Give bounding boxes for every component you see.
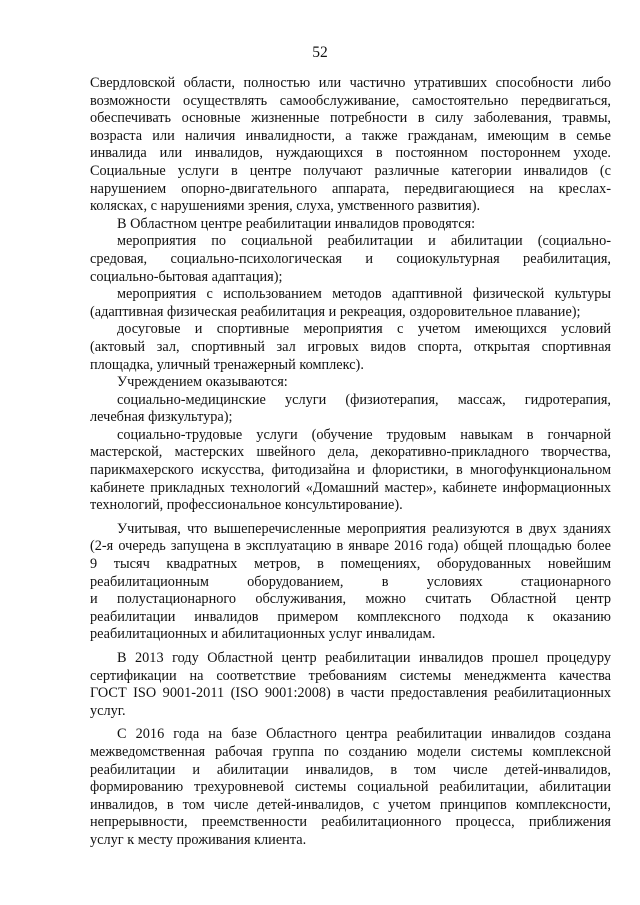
text-line: В Областном центре реабилитации инвалидов проводятся:: [117, 215, 476, 232]
text-line: мероприятия с использованием методов адаптивной физической культуры: [117, 286, 611, 303]
text-line: социально-трудовые услуги (обучение трудовым навыкам в гончарной: [117, 426, 611, 443]
text-line: непрерывности, преемственности реабилитационного процесса, приближения: [90, 814, 611, 831]
text-line: реабилитации инвалидов примером комплексного подхода к оказанию: [90, 608, 611, 625]
text-line: площадка, уличный тренажерный комплекс).: [90, 356, 364, 373]
text-line: формированию трехуровневой системы социальной реабилитации, абилитации: [90, 779, 611, 796]
text-line: (2-я очередь запущена в эксплуатацию в январе 2016 года) общей площадью более: [90, 538, 611, 555]
paragraph: [90, 427, 611, 515]
text-line: досуговые и спортивные мероприятия с учетом имеющихся условий: [117, 321, 611, 338]
text-line: В 2013 году Областной центр реабилитации инвалидов прошел процедуру: [117, 650, 611, 666]
text-line: услуг к месту проживания клиента.: [90, 831, 307, 848]
text-line: Свердловской области, полностью или частично утративших способности либо: [90, 75, 611, 91]
text-line: Учитывая, что вышеперечисленные мероприятия реализуются в двух зданиях: [117, 520, 611, 537]
text-line: реабилитации и абилитации инвалидов, в том числе детей-инвалидов,: [90, 761, 611, 778]
text-line: межведомственная рабочая группа по созданию модели системы комплексной: [90, 743, 611, 760]
text-line: парикмахерского искусства, фитодизайна и флористики, в многофункциональном: [90, 462, 611, 479]
text-line: (адаптивная физическая реабилитация и рекреация, оздоровительное плавание);: [90, 303, 581, 320]
paragraph: [90, 650, 611, 720]
text-line: 9 тысяч квадратных метров, в помещениях, оборудованных новейшим: [90, 556, 611, 573]
text-line: технологий, профессиональное консультирование).: [90, 497, 403, 514]
text-line: услуг.: [90, 702, 126, 719]
paragraph: [90, 233, 611, 286]
text-line: мероприятия по социальной реабилитации и абилитации (социально-: [117, 233, 611, 250]
text-line: возраста или наличия инвалидности, а также гражданам, имеющим в семье: [90, 127, 611, 144]
text-line: колясках, с нарушениями зрения, слуха, умственного развития).: [90, 198, 481, 215]
text-line: социально-бытовая адаптация);: [90, 268, 283, 285]
page-number: 52: [312, 44, 328, 61]
paragraph: [90, 374, 611, 392]
text-line: Социальные услуги в центре получают различные категории инвалидов (с: [90, 162, 611, 179]
text-line: инвалида или инвалидов, нуждающихся в постоянном постороннем уходе.: [90, 145, 611, 162]
paragraph: [90, 216, 611, 234]
paragraph: [90, 321, 611, 374]
text-line: сертификации на соответствие требованиям системы менеджмента качества: [90, 667, 611, 684]
text-line: С 2016 года на базе Областного центра реабилитации инвалидов создана: [117, 726, 611, 743]
text-line: (актовый зал, спортивный зал игровых видов спорта, открытая спортивная: [90, 338, 611, 355]
paragraph: [90, 392, 611, 427]
document-body: [90, 75, 611, 850]
text-line: средовая, социально-психологическая и социокультурная реабилитация,: [90, 250, 611, 267]
paragraph: [90, 286, 611, 321]
text-line: инвалидов, в том числе детей-инвалидов, с учетом принципов комплексности,: [90, 796, 611, 813]
paragraph: [90, 75, 611, 216]
text-line: и полустационарного обслуживания, можно считать Областной центр: [90, 591, 611, 608]
text-line: Учреждением оказываются:: [117, 374, 288, 391]
paragraph: [90, 726, 611, 849]
text-line: реабилитационным оборудованием, в условиях стационарного: [90, 573, 611, 590]
paragraph: [90, 521, 611, 644]
text-line: мастерской, мастерских швейного дела, декоративно-прикладного творчества,: [90, 444, 611, 461]
text-line: возможности осуществлять самообслуживание, самостоятельно передвигаться,: [90, 92, 611, 109]
text-line: ГОСТ ISO 9001-2011 (ISO 9001:2008) в части предоставления реабилитационных: [90, 685, 611, 702]
text-line: кабинете прикладных технологий «Домашний мастер», кабинете информационных: [90, 479, 611, 496]
text-line: нарушением опорно-двигательного аппарата, передвигающиеся на креслах-: [90, 180, 611, 197]
text-line: лечебная физкультура);: [90, 409, 233, 426]
text-line: обеспечивать основные жизненные потребности в силу заболевания, травмы,: [90, 110, 611, 127]
text-line: реабилитационных и абилитационных услуг инвалидам.: [90, 626, 436, 643]
text-line: социально-медицинские услуги (физиотерапия, массаж, гидротерапия,: [117, 391, 611, 408]
